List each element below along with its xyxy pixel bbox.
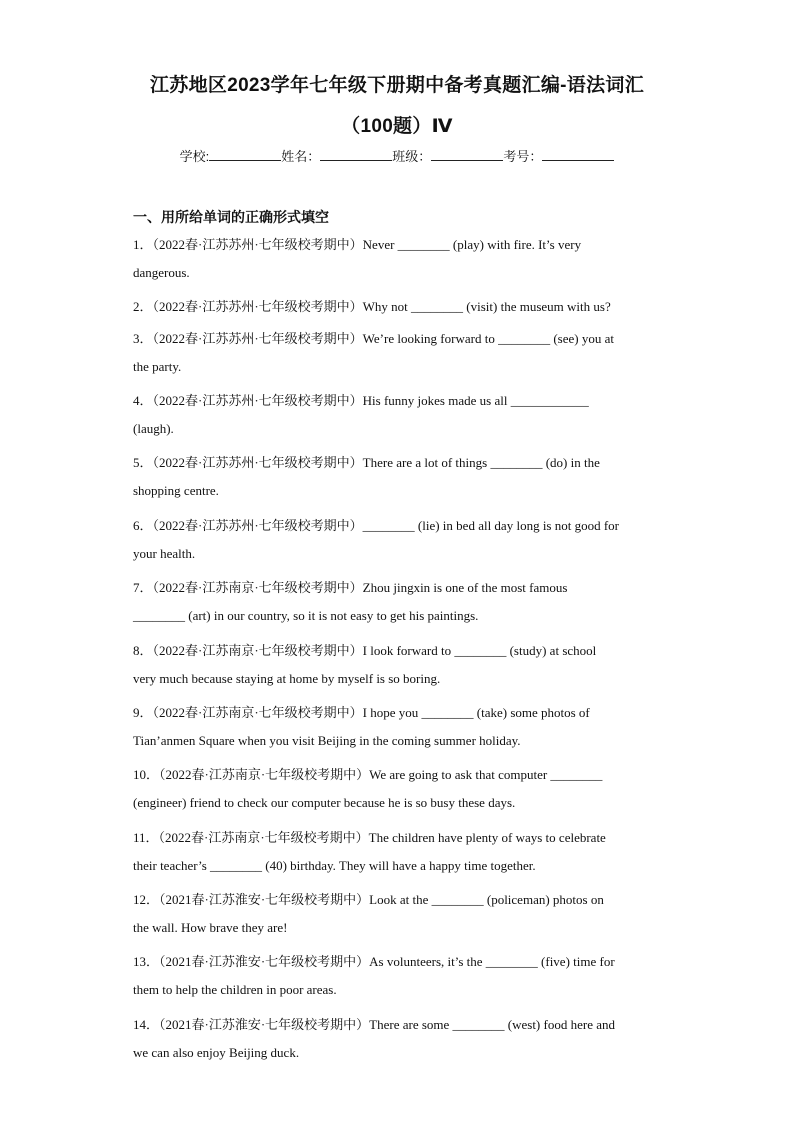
question-3-line1: 3．（2022春·江苏苏州·七年级校考期中）We’re looking forward to ________ (see) you at	[133, 331, 614, 346]
question-10-line2: (engineer) friend to check our computer because he is so busy these days.	[133, 795, 516, 810]
exam-number-label: 考号：	[503, 149, 543, 164]
question-7-line1: 7．（2022春·江苏南京·七年级校考期中）Zhou jingxin is one of the most famous	[133, 580, 568, 595]
question-9-line2: Tian’anmen Square when you visit Beijing in the coming summer holiday.	[133, 733, 521, 748]
school-blank[interactable]	[209, 148, 281, 161]
class-blank[interactable]	[431, 148, 503, 161]
question-9-line1: 9．（2022春·江苏南京·七年级校考期中）I hope you ________ (take) some photos of	[133, 705, 590, 720]
question-10-line1: 10．（2022春·江苏南京·七年级校考期中）We are going to ask that computer ________	[133, 767, 603, 782]
exam-number-blank[interactable]	[542, 148, 614, 161]
question-2-line1: 2．（2022春·江苏苏州·七年级校考期中）Why not ________ (visit) the museum with us?	[133, 299, 611, 314]
question-14-line2: we can also enjoy Beijing duck.	[133, 1045, 300, 1060]
question-13-line1: 13．（2021春·江苏淮安·七年级校考期中）As volunteers, it’s the ________ (five) time for	[133, 954, 615, 969]
question-13-line2: them to help the children in poor areas.	[133, 982, 337, 997]
question-6-line1: 6．（2022春·江苏苏州·七年级校考期中）________ (lie) in bed all day long is not good for	[133, 518, 620, 533]
class-label: 班级：	[392, 149, 432, 164]
question-4-line2: (laugh).	[133, 421, 174, 436]
question-12-line2: the wall. How brave they are!	[133, 920, 288, 935]
section-title: 一、用所给单词的正确形式填空	[133, 209, 329, 225]
question-5-line2: shopping centre.	[133, 483, 219, 498]
question-1-line2: dangerous.	[133, 265, 190, 280]
question-12-line1: 12．（2021春·江苏淮安·七年级校考期中）Look at the ________ (policeman) photos on	[133, 892, 604, 907]
name-blank[interactable]	[320, 148, 392, 161]
question-7-line2: ________ (art) in our country, so it is not easy to get his paintings.	[133, 608, 479, 623]
question-3-line2: the party.	[133, 359, 182, 374]
question-14-line1: 14．（2021春·江苏淮安·七年级校考期中）There are some ________ (west) food here and	[133, 1017, 615, 1032]
question-11-line1: 11．（2022春·江苏南京·七年级校考期中）The children have plenty of ways to celebrate	[133, 830, 606, 845]
name-label: 姓名：	[281, 149, 321, 164]
question-8-line1: 8．（2022春·江苏南京·七年级校考期中）I look forward to ________ (study) at school	[133, 643, 597, 658]
question-1-line1: 1．（2022春·江苏苏州·七年级校考期中）Never ________ (play) with fire. It’s very	[133, 237, 582, 252]
student-info-row	[0, 146, 794, 165]
question-8-line2: very much because staying at home by myself is so boring.	[133, 671, 441, 686]
question-4-line1: 4．（2022春·江苏苏州·七年级校考期中）His funny jokes made us all ____________	[133, 393, 589, 408]
question-5-line1: 5．（2022春·江苏苏州·七年级校考期中）There are a lot of things ________ (do) in the	[133, 455, 600, 470]
document-title-line2: （100题）Ⅳ	[341, 116, 453, 137]
question-6-line2: your health.	[133, 546, 196, 561]
document-title-line1: 江苏地区2023学年七年级下册期中备考真题汇编-语法词汇	[150, 75, 644, 96]
question-11-line2: their teacher’s ________ (40) birthday. They will have a happy time together.	[133, 858, 536, 873]
school-label: 学校:	[179, 149, 210, 164]
